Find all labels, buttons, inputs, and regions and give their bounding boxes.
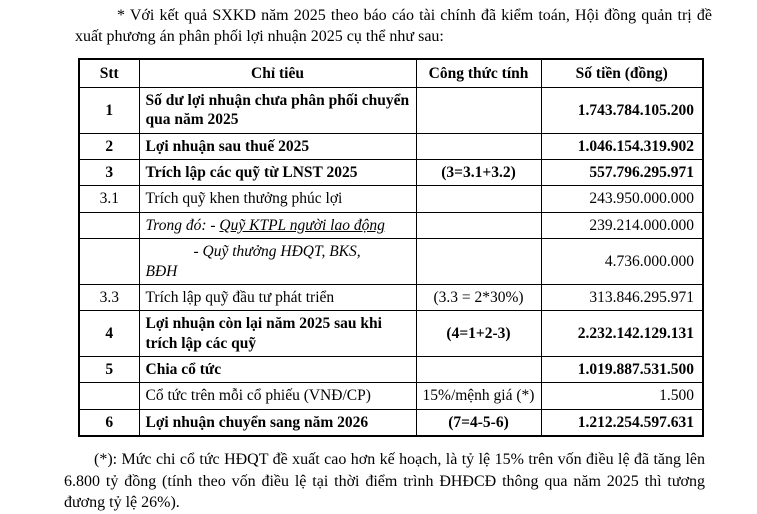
label-prefix: Trong đó: - (145, 216, 220, 234)
amount-cell: 1.743.784.105.200 (541, 87, 703, 133)
amount-cell: 1.212.254.597.631 (541, 409, 703, 436)
amount-cell: 1.500 (541, 383, 703, 409)
stt-cell: 5 (79, 357, 139, 383)
document-page (0, 6, 757, 512)
amount-cell: 243.950.000.000 (541, 186, 703, 212)
formula-cell (416, 186, 541, 212)
amount-cell: 2.232.142.129.131 (541, 311, 703, 357)
formula-cell (416, 87, 541, 133)
amount-cell: 557.796.295.971 (541, 160, 703, 186)
intro-paragraph: * Với kết quả SXKD năm 2025 theo báo cáo tài chính đã kiểm toán, Hội đồng quản trị đề xuất phương án phân phối lợi nhuận 2025 cụ thể như sau: (75, 7, 712, 45)
label-cell: Lợi nhuận sau thuế 2025 (139, 133, 416, 159)
label-line: BĐH (145, 262, 178, 280)
table-row (79, 160, 703, 186)
table-header-row (79, 59, 703, 88)
formula-cell (416, 212, 541, 238)
label-cell: Chia cổ tức (139, 357, 416, 383)
table-row (79, 409, 703, 436)
label-line: - Quỹ thưởng HĐQT, BKS, (193, 243, 361, 261)
table-row (79, 284, 703, 310)
formula-cell (416, 357, 541, 383)
footnote-paragraph: (*): Mức chi cổ tức HĐQT đề xuất cao hơn kế hoạch, là tỷ lệ 15% trên vốn điều lệ đã tăng lên 6.800 tỷ đồng (tính theo vốn điều lệ tại thời điểm trình ĐHĐCĐ thông qua năm 2025 thì tương đương tỷ lệ 26%). (64, 451, 705, 512)
stt-cell (79, 383, 139, 409)
label-cell: Lợi nhuận chuyển sang năm 2026 (139, 409, 416, 436)
table-row (79, 186, 703, 212)
header-chi-tieu: Chỉ tiêu (139, 59, 416, 88)
amount-cell: 1.019.887.531.500 (541, 357, 703, 383)
stt-cell: 3.1 (79, 186, 139, 212)
amount-cell: 4.736.000.000 (541, 239, 703, 285)
profit-distribution-table (78, 58, 704, 438)
table-row (79, 383, 703, 409)
formula-cell: (7=4-5-6) (416, 409, 541, 436)
table-row (79, 133, 703, 159)
table-row (79, 357, 703, 383)
stt-cell: 4 (79, 311, 139, 357)
label-cell: Số dư lợi nhuận chưa phân phối chuyển qua năm 2025 (139, 87, 416, 133)
header-stt: Stt (79, 59, 139, 88)
stt-cell: 6 (79, 409, 139, 436)
table-row (79, 311, 703, 357)
table-row (79, 239, 703, 285)
label-cell (139, 212, 416, 238)
label-cell (139, 239, 416, 285)
amount-cell: 239.214.000.000 (541, 212, 703, 238)
label-cell: Lợi nhuận còn lại năm 2025 sau khi trích lập các quỹ (139, 311, 416, 357)
stt-cell: 2 (79, 133, 139, 159)
stt-cell: 3 (79, 160, 139, 186)
label-cell: Trích quỹ khen thưởng phúc lợi (139, 186, 416, 212)
label-underlined: Quỹ KTPL người lao động (219, 216, 385, 234)
formula-cell: (4=1+2-3) (416, 311, 541, 357)
header-so-tien: Số tiền (đồng) (541, 59, 703, 88)
amount-cell: 1.046.154.319.902 (541, 133, 703, 159)
table-row (79, 212, 703, 238)
label-cell: Trích lập các quỹ từ LNST 2025 (139, 160, 416, 186)
formula-cell: (3=3.1+3.2) (416, 160, 541, 186)
stt-cell (79, 212, 139, 238)
stt-cell (79, 239, 139, 285)
formula-cell: (3.3 = 2*30%) (416, 284, 541, 310)
formula-cell (416, 133, 541, 159)
label-cell: Trích lập quỹ đầu tư phát triển (139, 284, 416, 310)
header-cong-thuc: Công thức tính (416, 59, 541, 88)
formula-cell (416, 239, 541, 285)
label-cell: Cổ tức trên mỗi cổ phiếu (VNĐ/CP) (139, 383, 416, 409)
formula-cell: 15%/mệnh giá (*) (416, 383, 541, 409)
table-row (79, 87, 703, 133)
amount-cell: 313.846.295.971 (541, 284, 703, 310)
stt-cell: 3.3 (79, 284, 139, 310)
stt-cell: 1 (79, 87, 139, 133)
